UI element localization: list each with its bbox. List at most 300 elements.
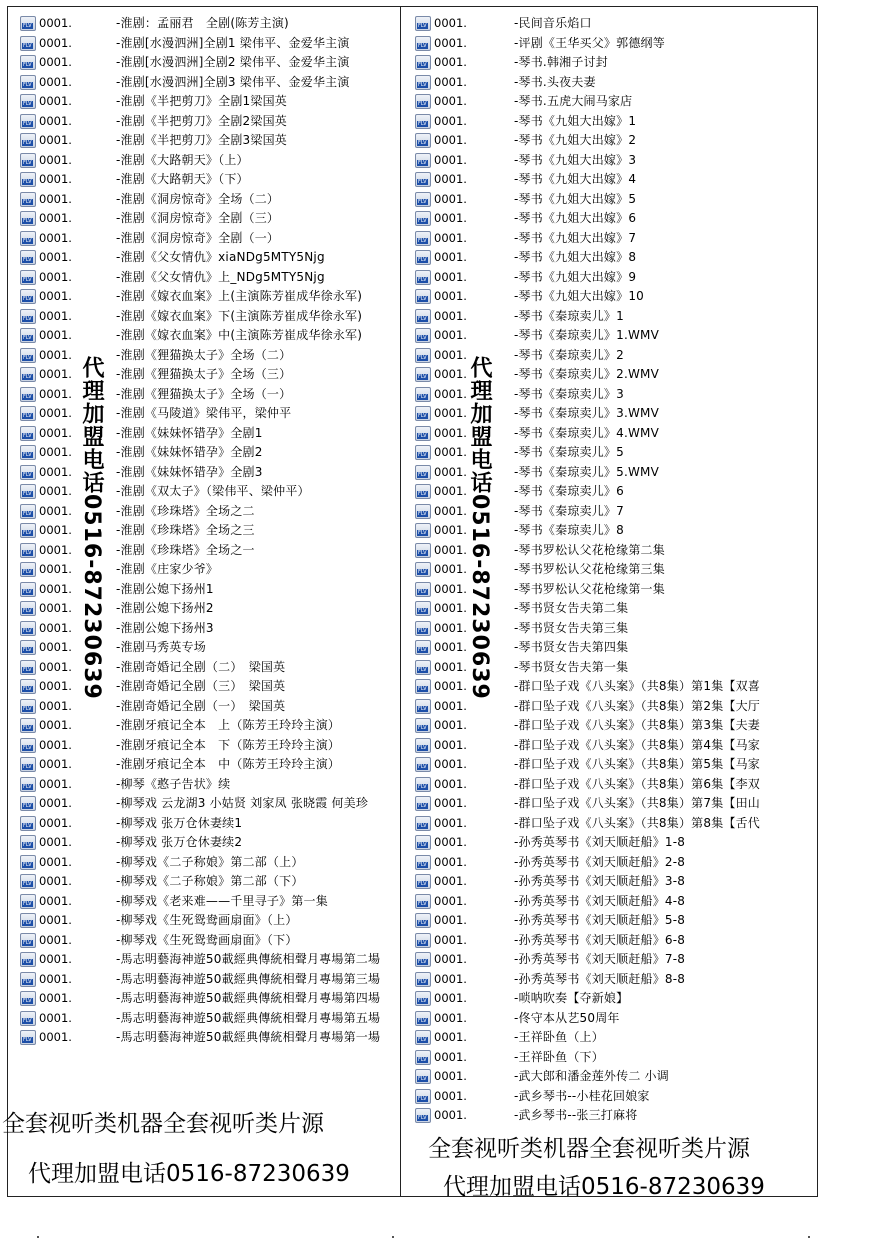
file-number: 0001. — [434, 113, 467, 128]
vertical-watermark-right: 代理加盟电话0516-87230639 — [467, 356, 492, 700]
file-number: 0001. — [434, 133, 467, 147]
left-file-list — [20, 14, 400, 1048]
flv-file-icon — [20, 874, 36, 889]
file-row[interactable] — [20, 151, 400, 171]
file-row[interactable] — [20, 950, 400, 970]
file-row[interactable] — [20, 989, 400, 1009]
flv-file-icon — [20, 114, 36, 129]
file-row[interactable] — [20, 482, 400, 502]
file-number: 0001. — [39, 191, 72, 206]
file-number: 0001. — [434, 464, 467, 479]
flv-file-icon — [20, 582, 36, 597]
flv-file-icon — [415, 1069, 431, 1084]
file-row[interactable] — [415, 1009, 815, 1029]
file-row[interactable] — [20, 619, 400, 639]
file-number: 0001. — [434, 991, 467, 1005]
flv-file-icon — [415, 465, 431, 480]
file-title: -柳琴戏《老来难——千里寻子》第一集 — [116, 893, 328, 908]
file-title: -淮剧《洞房惊奇》全剧（三） — [116, 211, 280, 225]
flv-file-icon — [415, 231, 431, 246]
file-number: 0001. — [434, 445, 467, 459]
file-number: 0001. — [434, 523, 467, 537]
file-number: 0001. — [434, 776, 467, 791]
file-row[interactable] — [20, 677, 400, 697]
file-title: -琴书贤女告夫第一集 — [514, 659, 629, 674]
file-number: 0001. — [39, 503, 72, 518]
file-row[interactable] — [20, 112, 400, 132]
flv-file-icon — [20, 16, 36, 31]
file-row[interactable] — [415, 131, 815, 151]
file-row[interactable] — [415, 989, 815, 1009]
file-title: -馬志明藝海神遊50載經典傳統相聲月專場第五場 — [116, 1010, 381, 1025]
file-row[interactable] — [20, 794, 400, 814]
file-title: -淮剧牙痕记全本 中（陈芳王玲玲主演） — [116, 757, 341, 771]
file-title: -琴书贤女告夫第三集 — [514, 620, 629, 635]
file-title: -琴书《九姐大出嫁》10 — [514, 289, 645, 303]
file-number: 0001. — [39, 464, 72, 479]
file-number: 0001. — [434, 172, 467, 186]
file-number: 0001. — [39, 718, 72, 732]
flv-file-icon — [415, 289, 431, 304]
flv-file-icon — [20, 172, 36, 187]
file-row[interactable] — [20, 1009, 400, 1029]
file-number: 0001. — [39, 1010, 72, 1025]
file-row[interactable] — [20, 716, 400, 736]
file-number: 0001. — [434, 386, 467, 401]
file-number: 0001. — [434, 971, 467, 986]
file-row[interactable] — [20, 775, 400, 795]
file-row[interactable] — [20, 14, 400, 34]
file-number: 0001. — [434, 1088, 467, 1103]
file-number: 0001. — [434, 74, 467, 89]
file-title: -琴书贤女告夫第二集 — [514, 601, 629, 615]
ad-line-left-2: 代理加盟电话0516-87230639 — [28, 1161, 350, 1187]
file-title: -琴书《九姐大出嫁》3 — [514, 152, 637, 167]
flv-file-icon — [20, 348, 36, 363]
file-number: 0001. — [434, 601, 467, 615]
flv-file-icon — [20, 855, 36, 870]
flv-file-icon — [20, 465, 36, 480]
file-row[interactable] — [415, 209, 815, 229]
file-title: -淮剧牙痕记全本 下（陈芳王玲玲主演） — [116, 737, 341, 752]
flv-file-icon — [415, 894, 431, 909]
flv-file-icon — [20, 991, 36, 1006]
flv-file-icon — [20, 504, 36, 519]
flv-file-icon — [415, 738, 431, 753]
flv-file-icon — [20, 445, 36, 460]
file-row[interactable] — [20, 326, 400, 346]
flv-file-icon — [20, 835, 36, 850]
flv-file-icon — [415, 816, 431, 831]
file-row[interactable] — [415, 73, 815, 93]
file-number: 0001. — [434, 250, 467, 264]
file-number: 0001. — [39, 211, 72, 225]
file-number: 0001. — [434, 932, 467, 947]
file-title: -淮剧奇婚记全剧（一） 梁国英 — [116, 698, 286, 713]
file-title: -柳琴戏 张万仓休妻续1 — [116, 815, 243, 830]
flv-file-icon — [415, 36, 431, 51]
flv-file-icon — [415, 114, 431, 129]
file-row[interactable] — [20, 892, 400, 912]
file-row[interactable] — [20, 34, 400, 54]
flv-file-icon — [415, 55, 431, 70]
file-row[interactable] — [20, 541, 400, 561]
flv-file-icon — [20, 738, 36, 753]
file-title: -琴书《秦琼卖儿》5.WMV — [514, 464, 660, 479]
file-number: 0001. — [434, 1049, 467, 1064]
flv-file-icon — [415, 172, 431, 187]
file-row[interactable] — [415, 287, 815, 307]
file-row[interactable] — [415, 814, 815, 834]
file-number: 0001. — [434, 94, 467, 108]
file-row[interactable] — [20, 599, 400, 619]
vertical-watermark-left: 代理加盟电话0516-87230639 — [79, 356, 104, 700]
file-row[interactable] — [415, 950, 815, 970]
file-row[interactable] — [20, 580, 400, 600]
flv-file-icon — [20, 621, 36, 636]
flv-file-icon — [415, 133, 431, 148]
file-row[interactable] — [20, 833, 400, 853]
file-title: -群口坠子戏《八头案》（共8集）第1集【双喜 — [514, 679, 761, 693]
file-number: 0001. — [39, 932, 72, 947]
file-row[interactable] — [415, 326, 815, 346]
file-title: -淮剧《珍珠塔》全场之二 — [116, 503, 255, 518]
file-title: -淮剧《嫁衣血案》下(主演陈芳崔成华徐永军) — [116, 308, 363, 323]
file-row[interactable] — [415, 833, 815, 853]
file-number: 0001. — [434, 718, 467, 732]
file-title: -淮剧公媳下扬州1 — [116, 581, 214, 596]
file-title: -淮剧《狸猫换太子》全场（三） — [116, 367, 292, 381]
file-title: -琴书《秦琼卖儿》5 — [514, 445, 624, 459]
column-divider — [400, 6, 401, 1197]
file-number: 0001. — [39, 796, 72, 810]
file-number: 0001. — [39, 679, 72, 693]
file-row[interactable] — [415, 736, 815, 756]
flv-file-icon — [20, 231, 36, 246]
file-row[interactable] — [415, 970, 815, 990]
file-row[interactable] — [415, 794, 815, 814]
file-row[interactable] — [415, 112, 815, 132]
file-number: 0001. — [434, 308, 467, 323]
file-row[interactable] — [20, 911, 400, 931]
file-title: -孙秀英琴书《刘天顺赶船》6-8 — [514, 932, 686, 947]
flv-file-icon — [20, 679, 36, 694]
flv-file-icon — [415, 426, 431, 441]
flv-file-icon — [20, 601, 36, 616]
flv-file-icon — [20, 777, 36, 792]
file-title: -馬志明藝海神遊50載經典傳統相聲月專場第一場 — [116, 1030, 381, 1044]
flv-file-icon — [20, 816, 36, 831]
margin-dot — [808, 1236, 810, 1238]
file-row[interactable] — [20, 755, 400, 775]
file-row[interactable] — [415, 892, 815, 912]
flv-file-icon — [20, 1011, 36, 1026]
file-number: 0001. — [39, 835, 72, 849]
file-number: 0001. — [434, 1030, 467, 1044]
file-number: 0001. — [434, 757, 467, 771]
file-row[interactable] — [415, 1028, 815, 1048]
flv-file-icon — [20, 153, 36, 168]
flv-file-icon — [20, 75, 36, 90]
file-title: -淮剧《半把剪刀》全剧1梁国英 — [116, 94, 287, 108]
file-row[interactable] — [20, 970, 400, 990]
flv-file-icon — [20, 952, 36, 967]
file-row[interactable] — [415, 1067, 815, 1087]
file-row[interactable] — [20, 229, 400, 249]
file-row[interactable] — [20, 307, 400, 327]
flv-file-icon — [20, 289, 36, 304]
file-title: -琴书《秦琼卖儿》2.WMV — [514, 367, 660, 381]
file-number: 0001. — [39, 893, 72, 908]
file-row[interactable] — [20, 365, 400, 385]
file-row[interactable] — [20, 248, 400, 268]
flv-file-icon — [415, 309, 431, 324]
flv-file-icon — [415, 562, 431, 577]
file-number: 0001. — [39, 386, 72, 401]
file-row[interactable] — [20, 502, 400, 522]
file-number: 0001. — [39, 172, 72, 186]
file-number: 0001. — [39, 913, 72, 927]
file-row[interactable] — [20, 697, 400, 717]
flv-file-icon — [20, 328, 36, 343]
file-row[interactable] — [20, 346, 400, 366]
flv-file-icon — [415, 153, 431, 168]
file-row[interactable] — [20, 560, 400, 580]
margin-dot — [37, 1236, 39, 1238]
file-number: 0001. — [39, 737, 72, 752]
file-number: 0001. — [434, 35, 467, 50]
file-row[interactable] — [415, 931, 815, 951]
file-row[interactable] — [415, 872, 815, 892]
flv-file-icon — [415, 718, 431, 733]
file-number: 0001. — [39, 698, 72, 713]
flv-file-icon — [415, 679, 431, 694]
file-title: -淮剧《庄家少爷》 — [116, 562, 219, 576]
ad-line-right-2: 代理加盟电话0516-87230639 — [443, 1174, 765, 1200]
file-number: 0001. — [434, 835, 467, 849]
flv-file-icon — [415, 94, 431, 109]
file-number: 0001. — [39, 757, 72, 771]
flv-file-icon — [415, 250, 431, 265]
file-number: 0001. — [434, 854, 467, 869]
flv-file-icon — [20, 192, 36, 207]
file-title: -孙秀英琴书《刘天顺赶船》7-8 — [514, 952, 686, 966]
flv-file-icon — [20, 718, 36, 733]
file-title: -淮剧[水漫泗洲]全剧1 梁伟平、金爱华主演 — [116, 35, 350, 50]
file-title: -淮剧《双太子》（梁伟平、梁仲平） — [116, 484, 310, 498]
file-number: 0001. — [39, 601, 72, 615]
file-row[interactable] — [415, 911, 815, 931]
file-number: 0001. — [39, 952, 72, 966]
file-number: 0001. — [434, 211, 467, 225]
flv-file-icon — [20, 562, 36, 577]
file-row[interactable] — [20, 287, 400, 307]
flv-file-icon — [415, 270, 431, 285]
file-row[interactable] — [415, 755, 815, 775]
flv-file-icon — [415, 933, 431, 948]
file-title: -武大郎和潘金莲外传二 小调 — [514, 1069, 669, 1083]
file-row[interactable] — [20, 638, 400, 658]
file-title: -群口坠子戏《八头案》（共8集）第3集【夫妻 — [514, 718, 761, 732]
file-title: -柳琴戏《生死鸳鸯画扇面》（下） — [116, 932, 298, 947]
file-row[interactable] — [415, 151, 815, 171]
file-row[interactable] — [415, 14, 815, 34]
file-title: -琴书《九姐大出嫁》4 — [514, 172, 637, 186]
file-row[interactable] — [20, 521, 400, 541]
file-row[interactable] — [415, 190, 815, 210]
file-row[interactable] — [415, 53, 815, 73]
file-number: 0001. — [39, 152, 72, 167]
file-row[interactable] — [20, 424, 400, 444]
file-title: -柳琴戏 云龙湖3 小姑贤 刘家凤 张晓霞 何美珍 — [116, 796, 369, 810]
flv-file-icon — [415, 1108, 431, 1123]
file-row[interactable] — [415, 34, 815, 54]
file-number: 0001. — [434, 347, 467, 362]
file-number: 0001. — [434, 230, 467, 245]
file-row[interactable] — [20, 853, 400, 873]
file-title: -淮剧《半把剪刀》全剧2梁国英 — [116, 113, 287, 128]
file-number: 0001. — [434, 1108, 467, 1122]
flv-file-icon — [415, 855, 431, 870]
file-number: 0001. — [434, 191, 467, 206]
file-title: -淮剧公媳下扬州2 — [116, 601, 214, 615]
file-row[interactable] — [20, 872, 400, 892]
file-row[interactable] — [415, 248, 815, 268]
flv-file-icon — [415, 543, 431, 558]
file-row[interactable] — [415, 170, 815, 190]
file-row[interactable] — [20, 658, 400, 678]
file-row[interactable] — [20, 404, 400, 424]
file-title: -淮剧《嫁衣血案》中(主演陈芳崔成华徐永军) — [116, 328, 363, 342]
flv-file-icon — [20, 933, 36, 948]
file-title: -琴书《秦琼卖儿》4.WMV — [514, 425, 660, 440]
file-row[interactable] — [20, 443, 400, 463]
file-row[interactable] — [415, 853, 815, 873]
file-title: -唢呐吹奏【夺新娘】 — [514, 991, 629, 1005]
flv-file-icon — [20, 913, 36, 928]
file-row[interactable] — [20, 53, 400, 73]
file-row[interactable] — [20, 92, 400, 112]
file-row[interactable] — [415, 1048, 815, 1068]
file-row[interactable] — [20, 268, 400, 288]
file-row[interactable] — [20, 190, 400, 210]
file-row[interactable] — [415, 1106, 815, 1126]
margin-dot — [392, 1236, 394, 1238]
file-title: -琴书《九姐大出嫁》7 — [514, 230, 637, 245]
flv-file-icon — [20, 250, 36, 265]
file-title: -群口坠子戏《八头案》（共8集）第2集【大厅 — [514, 698, 761, 713]
file-row[interactable] — [20, 814, 400, 834]
file-title: -淮剧[水漫泗洲]全剧3 梁伟平、金爱华主演 — [116, 74, 350, 89]
file-number: 0001. — [39, 308, 72, 323]
file-title: -群口坠子戏《八头案》（共8集）第4集【马家 — [514, 737, 761, 752]
file-title: -柳琴戏《二子称娘》第二部（上） — [116, 854, 304, 869]
file-row[interactable] — [415, 307, 815, 327]
file-title: -孙秀英琴书《刘天顺赶船》5-8 — [514, 913, 686, 927]
file-number: 0001. — [434, 328, 467, 342]
flv-file-icon — [20, 1030, 36, 1045]
file-number: 0001. — [39, 659, 72, 674]
file-row[interactable] — [20, 736, 400, 756]
file-title: -王祥卧鱼（下） — [514, 1049, 604, 1064]
file-row[interactable] — [20, 1028, 400, 1048]
file-number: 0001. — [434, 269, 467, 284]
file-number: 0001. — [434, 503, 467, 518]
flv-file-icon — [415, 16, 431, 31]
flv-file-icon — [415, 913, 431, 928]
file-number: 0001. — [39, 445, 72, 459]
file-row[interactable] — [20, 385, 400, 405]
flv-file-icon — [415, 192, 431, 207]
flv-file-icon — [415, 484, 431, 499]
file-number: 0001. — [434, 425, 467, 440]
file-row[interactable] — [415, 229, 815, 249]
file-row[interactable] — [20, 131, 400, 151]
file-number: 0001. — [434, 952, 467, 966]
file-title: -琴书罗松认父花枪缘第一集 — [514, 581, 665, 596]
file-row[interactable] — [415, 716, 815, 736]
flv-file-icon — [415, 1011, 431, 1026]
flv-file-icon — [415, 660, 431, 675]
flv-file-icon — [20, 367, 36, 382]
file-number: 0001. — [39, 406, 72, 420]
file-number: 0001. — [39, 347, 72, 362]
file-title: -琴书《九姐大出嫁》2 — [514, 133, 637, 147]
file-title: -淮剧公媳下扬州3 — [116, 620, 214, 635]
file-row[interactable] — [415, 1087, 815, 1107]
file-title: -柳琴戏《二子称娘》第二部（下） — [116, 874, 304, 888]
file-title: -淮剧：孟丽君 全剧(陈芳主演) — [116, 16, 289, 30]
ad-line-left-1: 全套视听类机器全套视听类片源 — [2, 1111, 324, 1137]
file-row[interactable] — [20, 931, 400, 951]
file-title: -琴书罗松认父花枪缘第二集 — [514, 542, 665, 557]
file-number: 0001. — [39, 776, 72, 791]
flv-file-icon — [20, 640, 36, 655]
flv-file-icon — [20, 699, 36, 714]
file-title: -淮剧《洞房惊奇》全剧（一） — [116, 230, 280, 245]
file-number: 0001. — [39, 971, 72, 986]
file-row[interactable] — [20, 73, 400, 93]
file-row[interactable] — [20, 463, 400, 483]
flv-file-icon — [415, 699, 431, 714]
flv-file-icon — [20, 309, 36, 324]
file-row[interactable] — [415, 268, 815, 288]
file-number: 0001. — [434, 698, 467, 713]
file-number: 0001. — [39, 425, 72, 440]
flv-file-icon — [415, 952, 431, 967]
flv-file-icon — [20, 523, 36, 538]
file-row[interactable] — [20, 170, 400, 190]
file-number: 0001. — [39, 542, 72, 557]
file-row[interactable] — [415, 92, 815, 112]
file-title: -淮剧《妹妹怀错孕》全剧3 — [116, 464, 263, 479]
file-number: 0001. — [39, 35, 72, 50]
flv-file-icon — [20, 133, 36, 148]
file-title: -群口坠子戏《八头案》（共8集）第8集【舌代 — [514, 815, 761, 830]
file-title: -孙秀英琴书《刘天顺赶船》2-8 — [514, 854, 686, 869]
file-title: -孙秀英琴书《刘天顺赶船》3-8 — [514, 874, 686, 888]
flv-file-icon — [415, 504, 431, 519]
file-row[interactable] — [20, 209, 400, 229]
file-title: -淮剧《父女情仇》xiaNDg5MTY5Njg — [116, 250, 325, 264]
flv-file-icon — [20, 55, 36, 70]
flv-file-icon — [415, 582, 431, 597]
file-row[interactable] — [415, 775, 815, 795]
file-title: -琴书《九姐大出嫁》5 — [514, 191, 637, 206]
flv-file-icon — [20, 211, 36, 226]
file-number: 0001. — [434, 406, 467, 420]
file-number: 0001. — [39, 133, 72, 147]
